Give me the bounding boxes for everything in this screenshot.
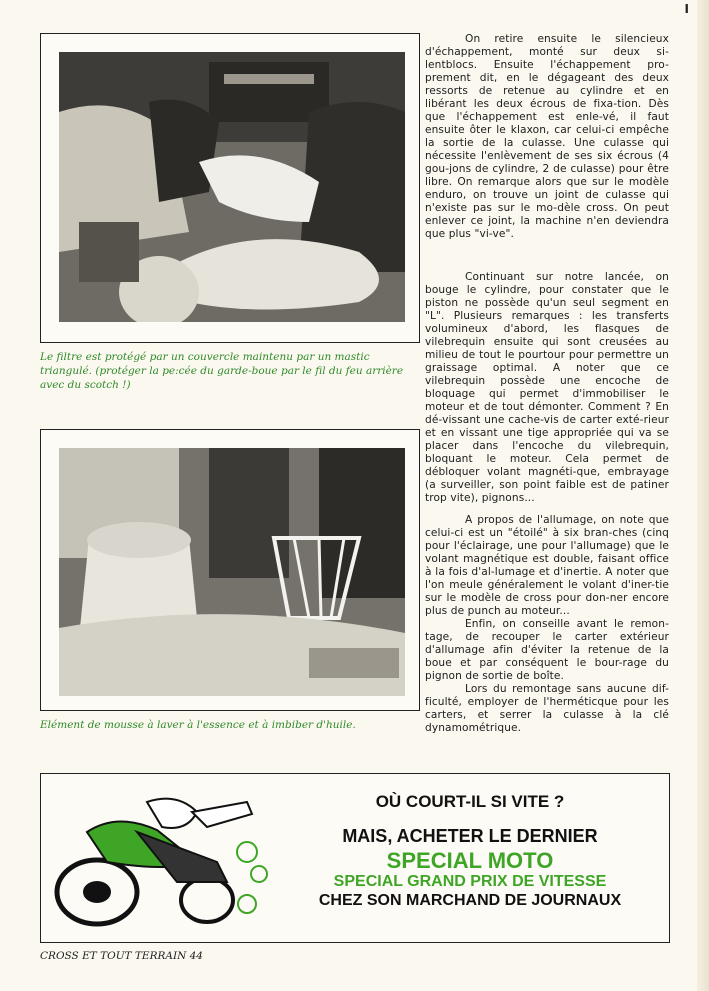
ad-line-2: MAIS, ACHETER LE DERNIER [342, 826, 598, 846]
photo-foam-illustration [59, 448, 405, 696]
photo2-caption: Elément de mousse à laver à l'essence et à imbiber d'huile. [40, 719, 356, 731]
article-paragraph-3 [425, 514, 669, 735]
paragraph-text: A propos de l'allumage, on note que celui-ci est un "étoilé" à six bran-ches (cinq pour l'éclairage, une pour l'allumage) que le volant magnétique est double, faisant office à la fois d'al-lumage et d'inertie. A noter que l'on meule généralement le volant d'iner-tie sur le modèle de cross pour don-ner encore plus de punch au moteur... [425, 514, 669, 617]
photo1-caption: Le filtre est protégé par un couvercle maintenu par un mastic triangulé. (protéger la pe:cée du garde-boue par le fil du feu arrière avec du scotch !) [40, 351, 404, 391]
paragraph-text: On retire ensuite le silencieux d'échappement, monté sur deux si-lentblocs. Ensuite l'échappement pro-prement dit, en le dégageant des deux ressorts de retenue au cylindre et en libérant les deux écrous de fixa-tion. Dès que l'échappement est enle-vé, il faut ensuite ôter le klaxon, car celui-ci empêche la sortie de la culasse. Une culasse qui nécessite l'enlèvement de ses six écrous (4 gou-jons de cylindre, 2 de culasse) pour être libre. On remarque alors que sur le modèle enduro, on trouve un joint de culasse qui n'existe pas sur le mo-dèle cross. On peut enlever ce joint, la machine n'en deviendra que plus "vi-ve". [425, 33, 669, 240]
ad-headline: OÙ COURT-IL SI VITE ? [375, 792, 565, 811]
article-paragraph-2 [425, 271, 669, 505]
ad-subtitle: SPECIAL GRAND PRIX DE VITESSE [333, 873, 607, 890]
page-edge [697, 0, 709, 991]
article-paragraph-1 [425, 33, 669, 241]
ad-magazine-title: SPECIAL MOTO [386, 848, 554, 873]
paragraph-text: Continuant sur notre lancée, on bouge le cylindre, pour constater que le piston ne possède qu'un seul segment en "L". Plusieurs remarques : les transferts volumineux d'abord, les flasques de vilebrequin ensuite qui sont creusées au milieu de tout le pourtour pour permettre un graissage optimal. A noter que ce vilebrequin possède une encoche de bloquage qui permet d'immobiliser le moteur et de tout démonter. Comment ? En dé-vissant une cache-vis de carter exté-rieur et en vissant une tige appropriée qui va se placer dans l'encoche du vilebrequin, bloquant le moteur. Cela permet de débloquer volant magnéti-que, embrayage (a surveiller, son point faible est de patiner trop vite), pignons... [425, 271, 669, 504]
paragraph-text: Lors du remontage sans aucune dif-ficulté, employer de l'herméticque pour les carters, et serrer la culasse à la clé dynamométrique. [425, 683, 669, 734]
special-moto-ad [40, 773, 670, 943]
paragraph-text: Enfin, on conseille avant le remon-tage, de recouper le carter extérieur d'allumage afin d'éviter la retenue de la boue et par conséquent le bour-rage du pignon de sortie de boîte. [425, 618, 669, 682]
page-footer: CROSS ET TOUT TERRAIN 44 [40, 950, 203, 962]
photo-frame-2 [40, 429, 420, 711]
photo-foam-element [59, 448, 405, 696]
motorcycle-cartoon-icon [47, 792, 272, 932]
photo-filter-cover [59, 52, 405, 322]
corner-mark: I [684, 2, 689, 16]
photo-frame-1 [40, 33, 420, 343]
photo-filter-illustration [59, 52, 405, 322]
ad-line-5: CHEZ SON MARCHAND DE JOURNAUX [318, 892, 622, 909]
